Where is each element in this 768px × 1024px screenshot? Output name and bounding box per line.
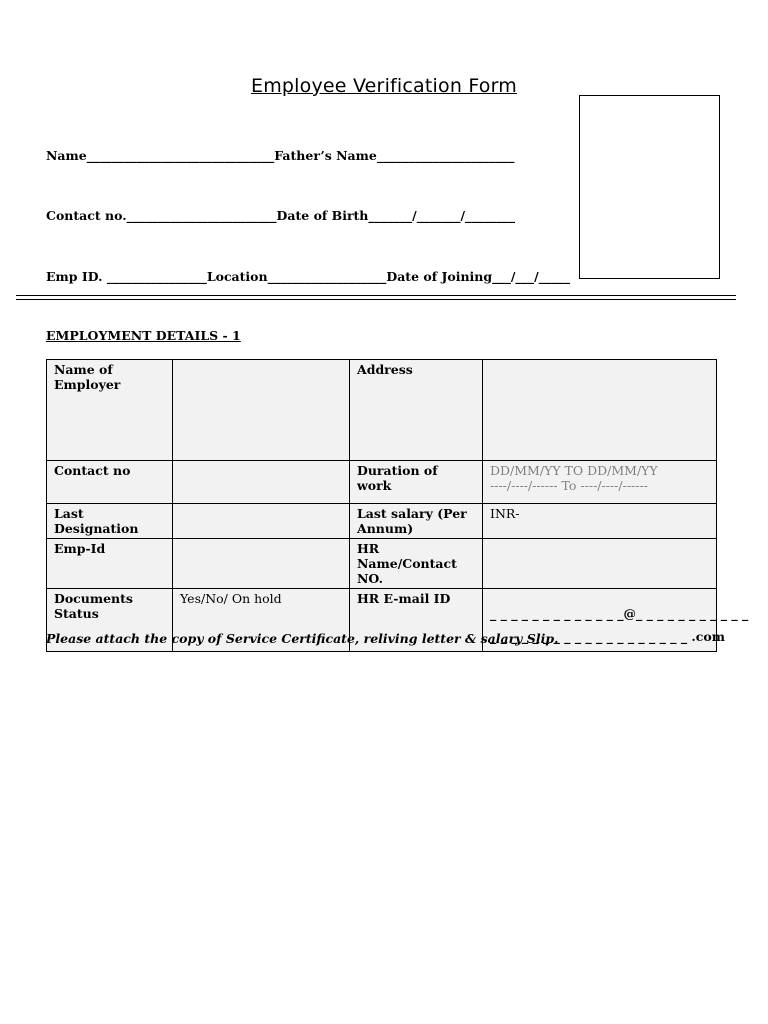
fields-row-2: [46, 208, 515, 223]
empid-blank[interactable]: ________________: [106, 269, 207, 284]
name-blank[interactable]: ______________________________: [86, 148, 275, 163]
doj-label: Date of Joining: [386, 269, 493, 284]
email-spacer: [490, 591, 709, 606]
last-designation-label: Last Designation: [47, 504, 173, 539]
attachment-note: Please attach the copy of Service Certificate, reliving letter & salary Slip.: [46, 631, 559, 646]
hr-email-label: HR E-mail ID: [350, 589, 483, 652]
hr-name-contact-label: HR Name/Contact NO.: [350, 539, 483, 589]
fields-row-1: [46, 148, 514, 163]
location-blank[interactable]: ___________________: [267, 269, 387, 284]
divider-bottom: [16, 299, 736, 300]
empid-label: Emp ID.: [46, 269, 103, 284]
location-label: Location: [206, 269, 268, 284]
address-label: Address: [350, 360, 483, 461]
documents-status-cell[interactable]: Yes/No/ On hold: [173, 589, 350, 652]
table-row: [47, 539, 717, 589]
email-line-2: _ _ _ _ _ _ _ _ _ _ _ _ _ _ _ _ _ _ _ .com: [490, 629, 725, 644]
contact-blank[interactable]: ________________________: [126, 208, 277, 223]
last-salary-label: Last salary (Per Annum): [350, 504, 483, 539]
email-spacer: [490, 621, 709, 629]
doj-blank[interactable]: ___/___/_____: [492, 269, 570, 284]
father-name-label: Father’s Name: [274, 148, 377, 163]
salary-cell[interactable]: INR-: [483, 504, 717, 539]
email-line-1: _ _ _ _ _ _ _ _ _ _ _ _ _@_ _ _ _ _ _ _ _ _ _ _: [490, 606, 749, 621]
table-row: [47, 461, 717, 504]
employer-name-label: Name of Employer: [47, 360, 173, 461]
form-title: Employee Verification Form: [251, 75, 517, 97]
divider-top: [16, 295, 736, 296]
dob-label: Date of Birth: [276, 208, 369, 223]
table-row: [47, 360, 717, 461]
emp-id-label: Emp-Id: [47, 539, 173, 589]
contact-no-cell[interactable]: [173, 461, 350, 504]
emp-id-cell[interactable]: [173, 539, 350, 589]
contact-label: Contact no.: [46, 208, 127, 223]
documents-status-label: Documents Status: [47, 589, 173, 652]
hr-name-contact-cell[interactable]: [483, 539, 717, 589]
address-cell[interactable]: [483, 360, 717, 461]
employer-name-cell[interactable]: [173, 360, 350, 461]
last-designation-cell[interactable]: [173, 504, 350, 539]
section-title: EMPLOYMENT DETAILS - 1: [46, 328, 241, 343]
fields-row-3: [46, 269, 570, 284]
name-label: Name: [46, 148, 87, 163]
contact-no-label: Contact no: [47, 461, 173, 504]
duration-placeholder-1: DD/MM/YY TO DD/MM/YY: [490, 463, 658, 478]
father-name-blank[interactable]: ______________________: [376, 148, 515, 163]
employment-details-table: [46, 359, 749, 652]
duration-label: Duration of work: [350, 461, 483, 504]
photo-box: [579, 95, 720, 279]
duration-cell[interactable]: [483, 461, 717, 504]
table-row: [47, 504, 717, 539]
dob-blank[interactable]: _______/_______/________: [368, 208, 516, 223]
duration-placeholder-2: ----/----/------ To ----/----/------: [490, 478, 648, 493]
